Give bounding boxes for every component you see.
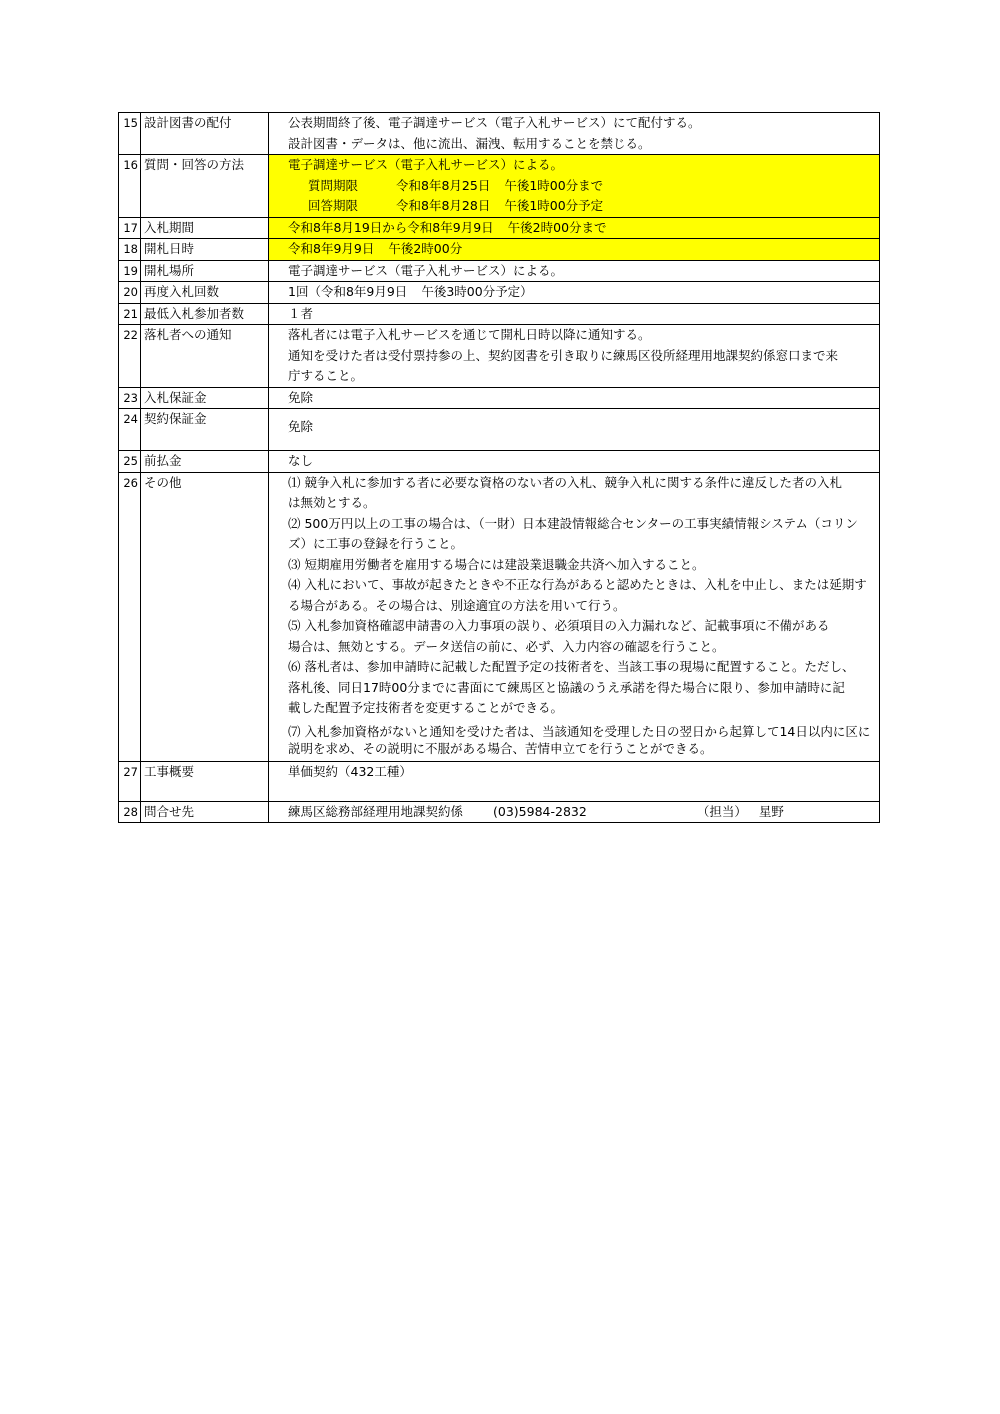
row-value-line: ⑸ 入札参加資格確認申請書の入力事項の誤り、必須項目の入力漏れなど、記載事項に不備がある [288,618,830,633]
row-value-line: 電子調達サービス（電子入札サービス）による。 [269,155,879,176]
table-row [119,303,880,325]
table-row [119,472,880,761]
table-row [119,409,880,451]
row-value-line: 1回（令和8年9月9日 午後3時00分予定） [288,284,533,299]
row-label: 入札期間 [144,219,195,235]
row-number: 20 [123,285,138,299]
row-value-line: る場合がある。その場合は、別途適宜の方法を用いて行う。 [288,597,626,613]
row-value-line: ⑷ 入札において、事故が起きたときや不正な行為があると認めたときは、入札を中止し、または延期す [288,577,867,592]
row-value-line: 電子調達サービス（電子入札サービス）による。 [288,262,564,278]
row-number: 26 [123,475,138,490]
row-value-line: ⑶ 短期雇用労働者を雇用する場合には建設業退職金共済へ加入すること。 [288,556,705,572]
table-row [119,325,880,388]
row-value-line: 落札者には電子入札サービスを通じて開札日時以降に通知する。 [288,327,651,342]
row-label: 問合せ先 [144,803,195,819]
row-number: 15 [123,116,138,130]
contact-line: 練馬区総務部経理用地課契約係 (03)5984-2832 （担当） 星野 [288,803,784,819]
row-label: 再度入札回数 [144,284,220,299]
row-value-line: 令和8年8月19日から令和8年9月9日 午後2時00分まで [269,218,879,239]
row-value-line: 公表期間終了後、電子調達サービス（電子入札サービス）にて配付する。 [288,115,701,130]
row-value-line: 通知を受けた者は受付票持参の上、契約図書を引き取りに練馬区役所経理用地課契約係窓口まで来 [288,347,839,363]
row-value-line: ⑵ 500万円以上の工事の場合は、（一財）日本建設情報総合センターの工事実績情報システム（コリン [288,515,858,531]
table-row [119,387,880,409]
row-number: 28 [123,804,138,819]
row-number: 21 [123,306,138,321]
row-number: 25 [123,454,138,468]
row-number: 27 [123,764,138,779]
table-row [119,451,880,473]
table-row [119,217,880,239]
row-value-line: 庁すること。 [288,368,364,383]
row-value-line: 免除 [288,419,314,434]
row-value-line: ⑴ 競争入札に参加する者に必要な資格のない者の入札、競争入札に関する条件に違反した者の入札 [288,474,842,490]
table-row [119,260,880,282]
row-value-line: ⑺ 入札参加資格がないと通知を受けた者は、当該通知を受理した日の翌日から起算して14日以内に区に [288,723,871,739]
row-value-line: 単価契約（432工種） [288,763,412,779]
row-value-line: 令和8年9月9日 午後2時00分 [269,239,879,260]
row-value-line: １者 [288,305,314,321]
row-value-line: なし [288,453,314,468]
row-label: 工事概要 [144,763,195,779]
row-value-line: 場合は、無効とする。データ送信の前に、必ず、入力内容の確認を行うこと。 [288,638,725,654]
row-number: 16 [123,158,138,172]
row-value-line: 落札後、同日17時00分までに書面にて練馬区と協議のうえ承諾を得た場合に限り、参加申請時に記 [288,679,845,695]
table-row [119,239,880,261]
row-label: 開札日時 [144,241,195,256]
table-row [119,113,880,155]
question-deadline: 質問期限 令和8年8月25日 午後1時00分まで [269,176,879,197]
table-row [119,801,880,823]
row-label: 開札場所 [144,262,195,278]
row-label: その他 [144,474,182,490]
row-number: 23 [123,390,138,405]
row-label: 設計図書の配付 [144,115,232,130]
row-label: 最低入札参加者数 [144,305,245,321]
row-number: 18 [123,242,138,256]
row-label: 前払金 [144,453,182,468]
row-number: 17 [123,220,138,235]
table-row [119,282,880,304]
row-number: 19 [123,263,138,278]
row-value-line: 説明を求め、その説明に不服がある場合、苦情申立てを行うことができる。 [288,740,713,756]
row-number: 22 [123,328,138,342]
row-value-line: ズ）に工事の登録を行うこと。 [288,536,464,551]
specification-table [118,112,880,823]
row-label: 質問・回答の方法 [144,157,245,172]
row-value-line: 載した配置予定技術者を変更することができる。 [288,700,564,715]
row-label: 入札保証金 [144,389,207,405]
row-value-line: 免除 [288,389,314,405]
row-label: 契約保証金 [144,411,207,426]
row-number: 24 [123,412,138,426]
row-value-line: ⑹ 落札者は、参加申請時に記載した配置予定の技術者を、当該工事の現場に配置すること。ただし、 [288,659,855,674]
table-row [119,155,880,218]
row-label: 落札者への通知 [144,327,232,342]
row-value-line: 設計図書・データは、他に流出、漏洩、転用することを禁じる。 [288,135,651,151]
row-value-line: は無効とする。 [288,495,376,510]
answer-deadline: 回答期限 令和8年8月28日 午後1時00分予定 [269,196,879,217]
table-row [119,761,880,801]
